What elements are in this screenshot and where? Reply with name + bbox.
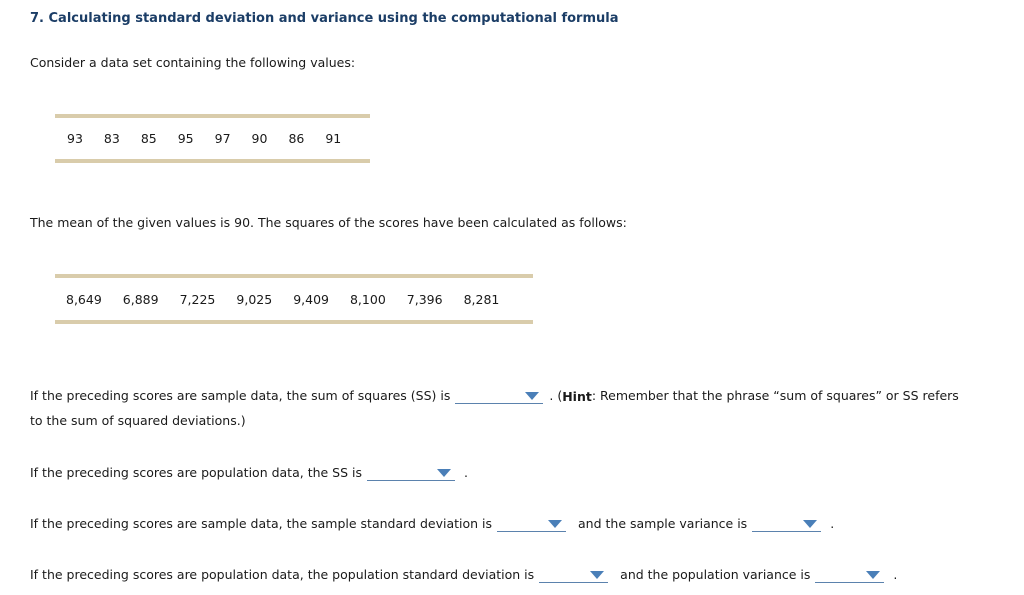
square-cell: 6,889 — [122, 291, 159, 307]
score-cell: 83 — [103, 131, 120, 146]
square-cell: 9,409 — [293, 291, 329, 307]
sample-ss-label: If the preceding scores are sample data, the sum of squares (SS) is — [30, 388, 451, 403]
hint-label: Hint — [562, 388, 592, 404]
chevron-down-icon — [866, 571, 880, 579]
population-sd-dropdown[interactable] — [539, 568, 608, 583]
chevron-down-icon — [590, 571, 604, 579]
population-ss-dropdown[interactable] — [367, 466, 455, 481]
square-cell: 8,649 — [66, 291, 102, 307]
population-ss-label: If the preceding scores are population data, the SS is — [30, 465, 363, 480]
population-variance-dropdown[interactable] — [815, 568, 884, 583]
square-cell: 9,025 — [236, 291, 273, 307]
scores-table — [55, 114, 370, 163]
sample-variance-period: . — [830, 516, 835, 531]
question-title: 7. Calculating standard deviation and variance using the computational formula — [30, 11, 619, 26]
chevron-down-icon — [525, 392, 539, 400]
hint-text-line2: to the sum of squared deviations.) — [30, 413, 246, 428]
square-cell: 8,100 — [349, 291, 386, 307]
score-cell: 85 — [140, 131, 157, 146]
mean-text: The mean of the given values is 90. The squares of the scores have been calculated as follows: — [30, 215, 627, 230]
score-cell: 97 — [214, 131, 231, 146]
question-sample-ss — [30, 388, 959, 404]
sample-sd-dropdown[interactable] — [497, 517, 566, 532]
population-variance-label: and the population variance is — [620, 567, 811, 582]
score-cell: 91 — [325, 131, 342, 146]
hint-prefix: . ( — [549, 388, 563, 403]
score-cell: 95 — [177, 131, 194, 146]
sample-ss-dropdown[interactable] — [455, 389, 543, 404]
population-ss-period: . — [464, 465, 468, 480]
hint-text: : Remember that the phrase “sum of squares” or SS refers — [591, 388, 959, 403]
population-sd-label: If the preceding scores are population data, the population standard deviation is — [30, 567, 535, 582]
square-cell: 8,281 — [463, 291, 500, 307]
square-cell: 7,225 — [179, 291, 216, 307]
sample-sd-label: If the preceding scores are sample data, the sample standard deviation is — [30, 516, 493, 531]
chevron-down-icon — [803, 520, 817, 528]
square-cell: 7,396 — [406, 291, 443, 307]
population-variance-period: . — [893, 567, 898, 582]
score-cell: 90 — [251, 131, 268, 146]
question-sample-sd — [30, 516, 834, 532]
score-cell: 93 — [67, 131, 83, 146]
intro-text: Consider a data set containing the following values: — [30, 55, 356, 70]
question-population-sd — [30, 567, 897, 583]
squares-table — [55, 274, 533, 324]
chevron-down-icon — [548, 520, 562, 528]
sample-variance-label: and the sample variance is — [578, 516, 748, 531]
chevron-down-icon — [437, 469, 451, 477]
score-cell: 86 — [288, 131, 305, 146]
question-population-ss — [30, 465, 468, 481]
sample-variance-dropdown[interactable] — [752, 517, 821, 532]
